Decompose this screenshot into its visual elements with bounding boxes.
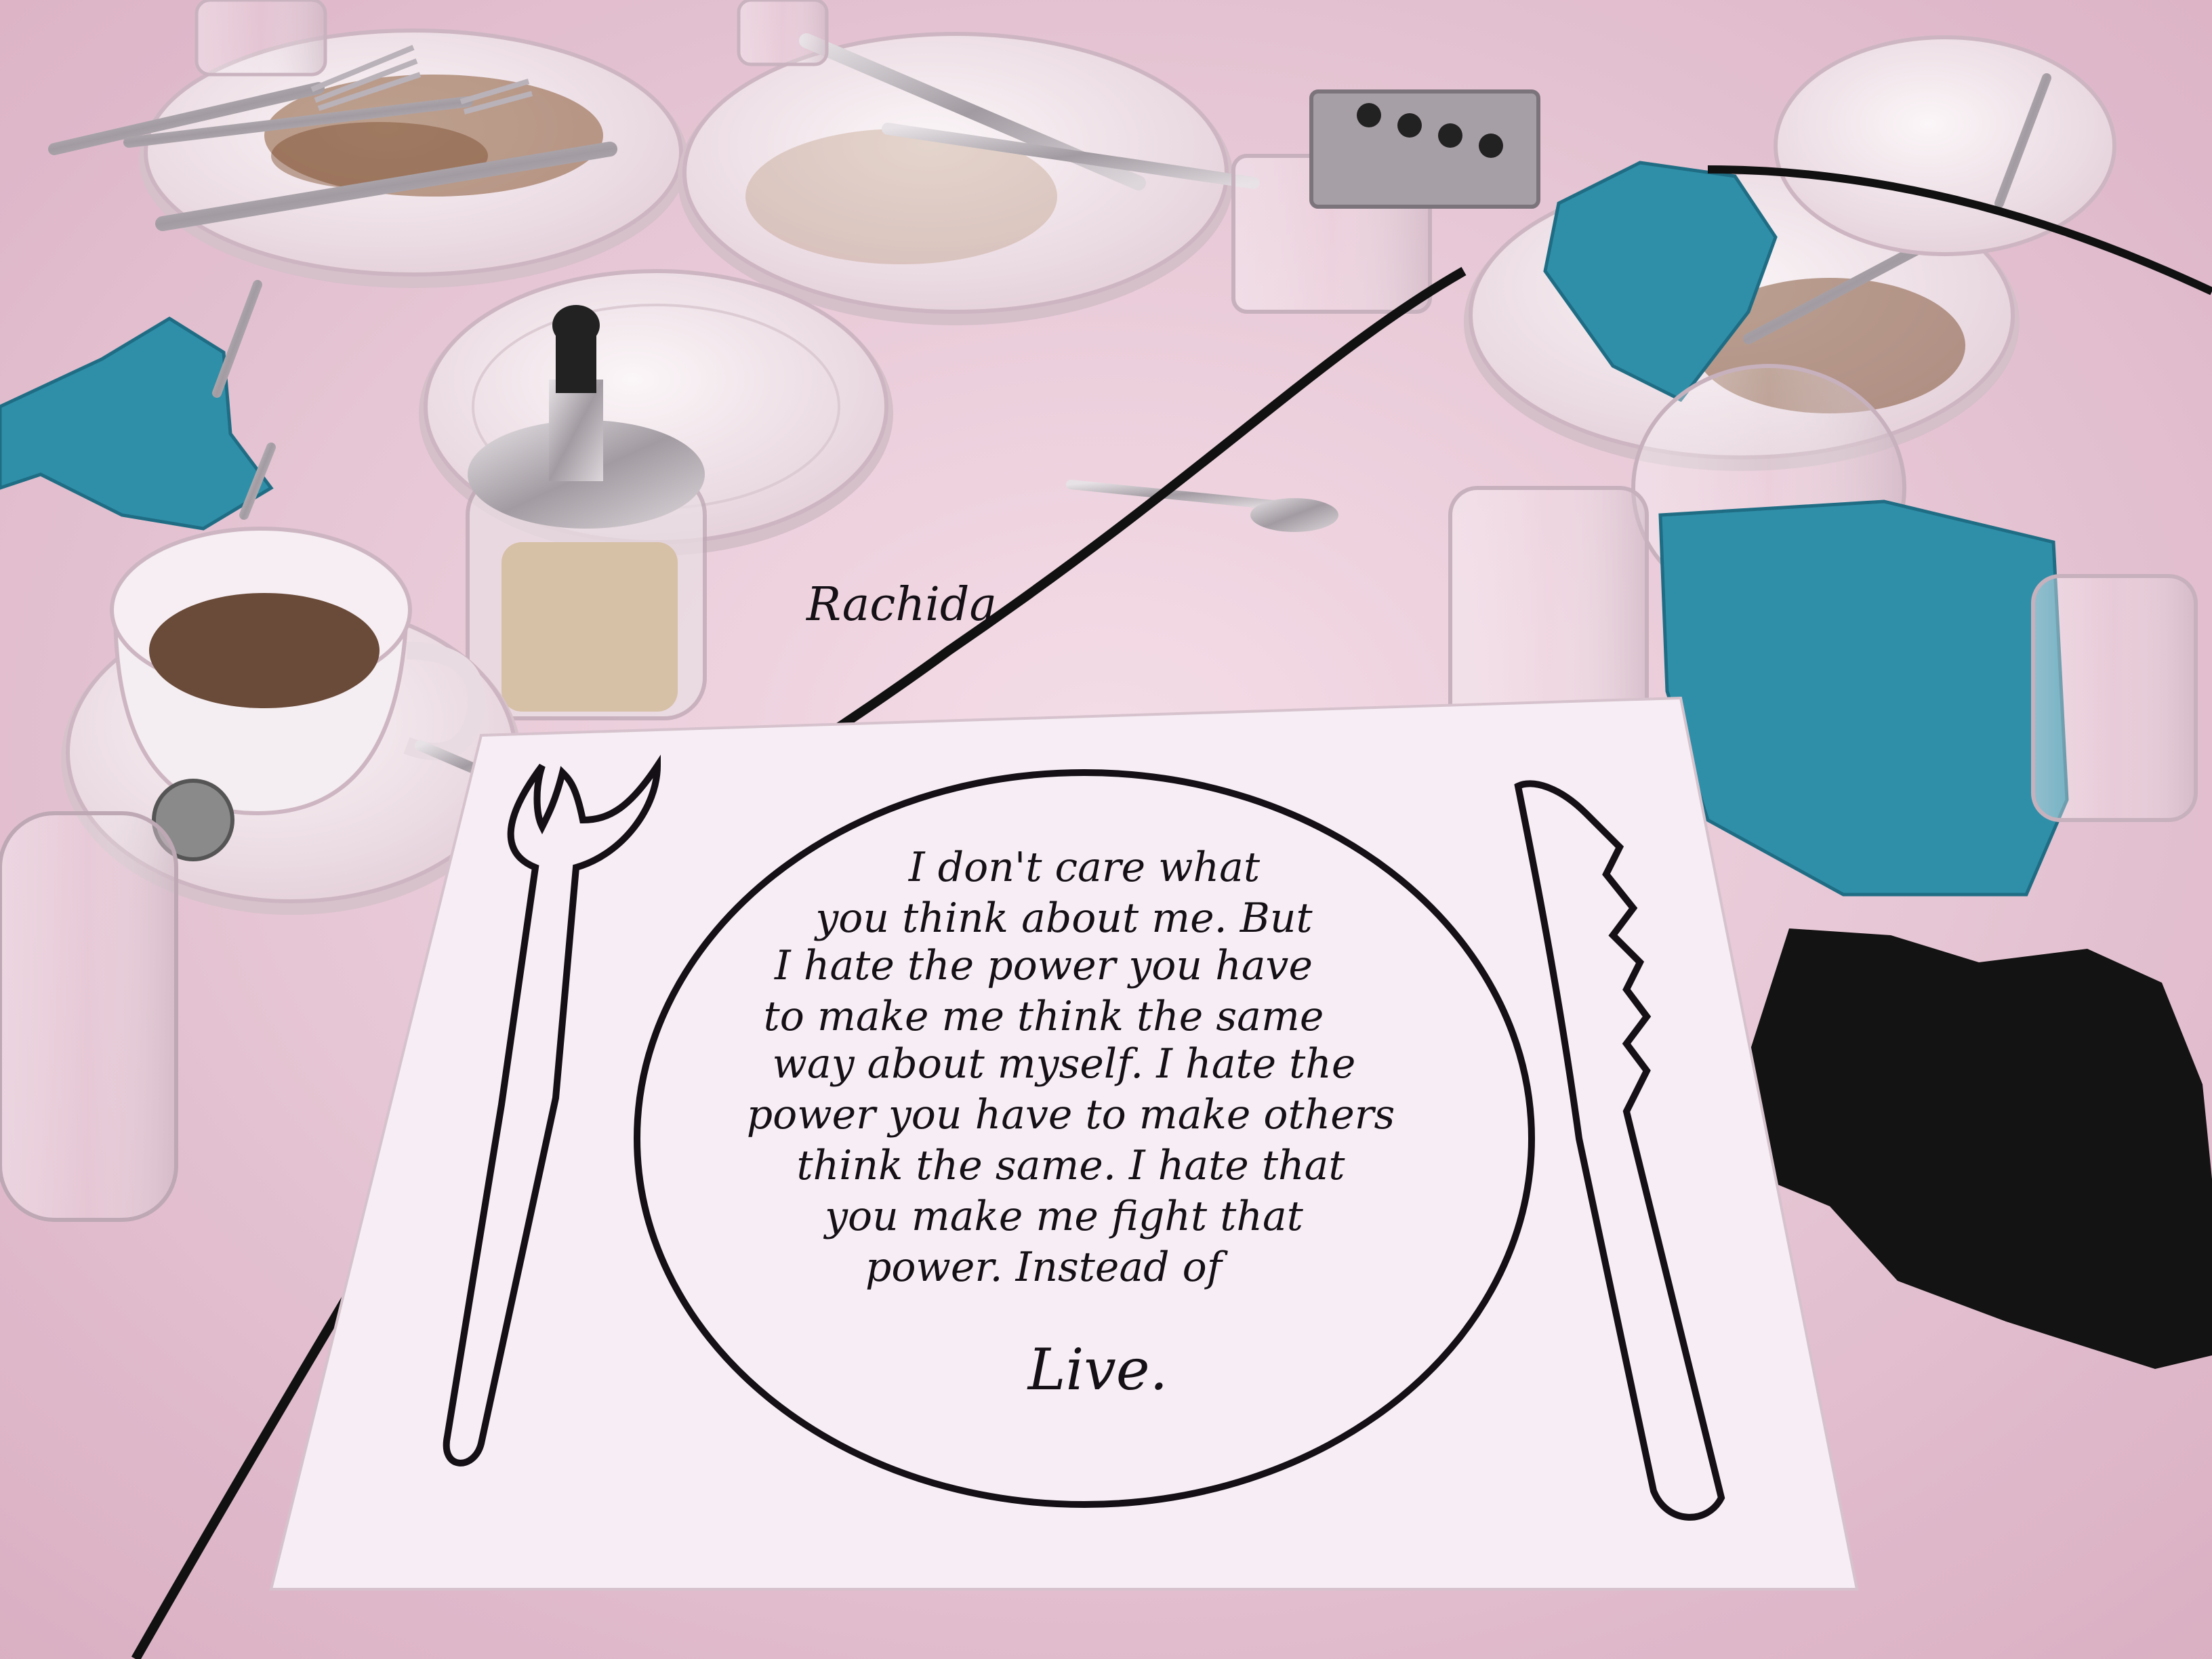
- drinking-glass: [1450, 488, 1647, 732]
- side-plate: [1776, 37, 2114, 254]
- message-line: way about myself. I hate the: [772, 1040, 1356, 1088]
- closing-word: Live.: [1027, 1336, 1168, 1403]
- message-line: to make me think the same: [763, 993, 1324, 1040]
- message-line: you make me fight that: [825, 1193, 1303, 1240]
- audio-mixer-box: [1311, 91, 1538, 207]
- message-line: power. Instead of: [865, 1244, 1222, 1291]
- drinking-glass: [739, 0, 827, 64]
- drinking-glass: [2033, 576, 2196, 820]
- name-card-text: Rachida: [806, 578, 997, 632]
- water-bottle: [0, 813, 176, 1220]
- drinking-glass: [197, 0, 325, 75]
- message-line: think the same. I hate that: [796, 1142, 1345, 1189]
- message-line: I don't care what: [908, 844, 1261, 891]
- message-line: power you have to make others: [746, 1091, 1395, 1139]
- message-line: I hate the power you have: [775, 942, 1313, 989]
- message-line: you think about me. But: [815, 895, 1313, 942]
